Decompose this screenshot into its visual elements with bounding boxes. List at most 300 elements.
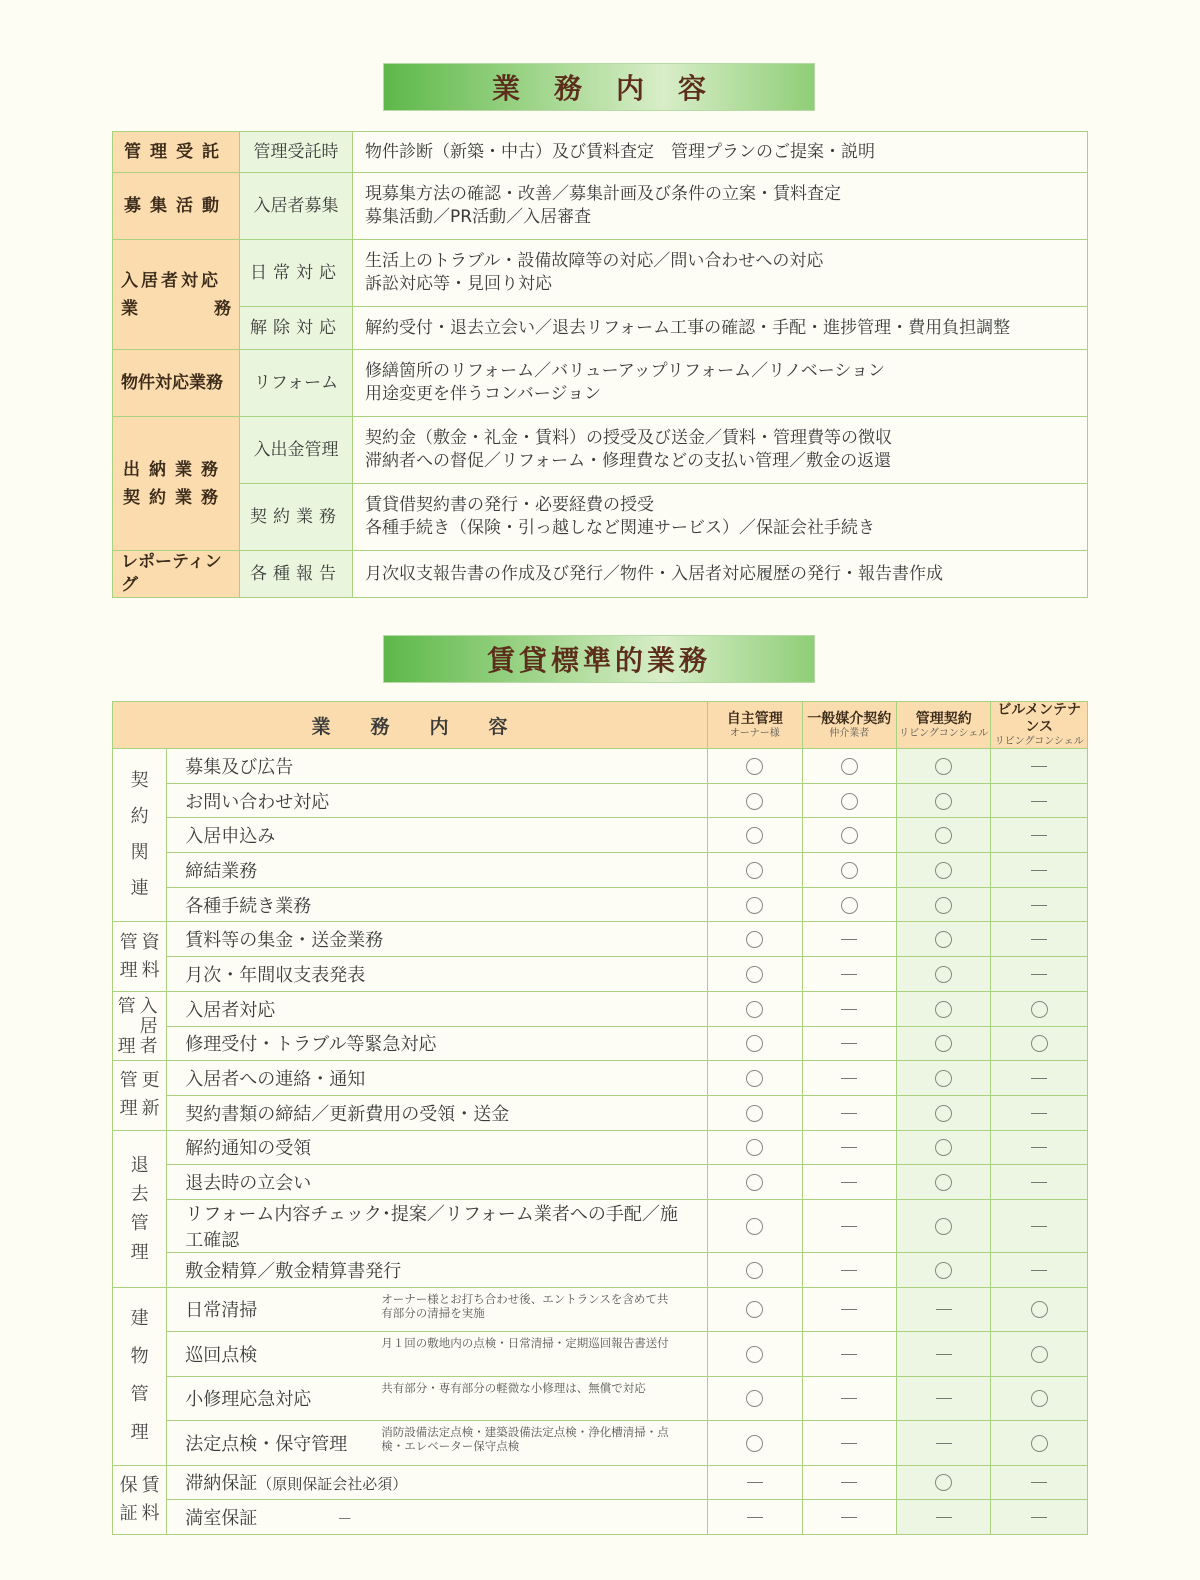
header-col-1: 自主管理 オーナー様 [708, 702, 802, 749]
description-line: 訴訟対応等・見回り対応 [365, 274, 552, 294]
header-main: 業務内容 [113, 702, 708, 749]
mark-cell [802, 783, 896, 818]
group-char: 者 [139, 1036, 158, 1057]
group-char: 料 [141, 959, 160, 981]
subcategory-label: 日常対応 [250, 262, 342, 283]
section-title: 業務内容 [491, 72, 740, 105]
standard-duties-table [112, 701, 1088, 1535]
duty-row [113, 1332, 1088, 1377]
group-char: 理 [130, 1241, 149, 1263]
category-label: 出納業務 [123, 459, 227, 480]
duty-row [113, 1252, 1088, 1287]
circle-mark-icon [935, 758, 952, 775]
header-col-4: ビルメンテナンス リビングコンシェル [991, 702, 1088, 749]
duty-item-cell [167, 1199, 708, 1252]
mark-cell [802, 818, 896, 853]
category-cell [113, 417, 240, 551]
group-char: 理 [117, 1036, 136, 1057]
duty-item-cell [167, 1165, 708, 1200]
content-row [113, 551, 1088, 598]
group-char: 連 [130, 878, 149, 900]
circle-mark-icon [841, 758, 858, 775]
dash-mark-icon [841, 1182, 857, 1183]
dash-mark-icon [1031, 1078, 1047, 1079]
content-row [113, 307, 1088, 350]
duty-row [113, 1421, 1088, 1466]
duty-item-name: 巡回点検 [185, 1344, 258, 1366]
mark-cell [896, 1287, 990, 1332]
circle-mark-icon [746, 1174, 763, 1191]
mark-cell [991, 1199, 1088, 1252]
header-col-3: 管理契約 リビングコンシェル [896, 702, 990, 749]
group-char: 証 [119, 1502, 138, 1524]
circle-mark-icon [935, 931, 952, 948]
dash-mark-icon [1031, 1226, 1047, 1227]
group-char: 理 [130, 1422, 149, 1444]
subcategory-label: リフォーム [253, 372, 339, 393]
mark-cell [991, 1421, 1088, 1466]
group-label-cell [113, 1287, 167, 1465]
description-line: 月次収支報告書の作成及び発行／物件・入居者対応履歴の発行・報告書作成 [365, 563, 943, 584]
subcategory-label: 入出金管理 [253, 439, 339, 460]
dash-mark-icon [747, 1482, 763, 1483]
duty-item-name: 入居者への連絡・通知 [185, 1069, 366, 1091]
duty-item-name: 小修理応急対応 [185, 1389, 312, 1411]
mark-cell [802, 991, 896, 1026]
mark-cell [896, 1376, 990, 1421]
mark-cell [708, 1061, 802, 1096]
mark-cell [708, 957, 802, 992]
dash-mark-icon [936, 1398, 952, 1399]
duty-item-sub: （原則保証会社必須） [257, 1475, 408, 1494]
subcategory-label: 解除対応 [250, 317, 342, 338]
group-char: 管 [119, 931, 138, 953]
category-label: 物件対応業務 [121, 372, 223, 393]
subcategory-cell [240, 551, 353, 598]
group-char: 契 [130, 770, 149, 792]
circle-mark-icon [935, 1139, 952, 1156]
mark-cell [896, 1500, 990, 1535]
dash-mark-icon [1031, 905, 1047, 906]
dash-mark-icon [841, 1147, 857, 1148]
duty-row [113, 957, 1088, 992]
mark-cell [991, 818, 1088, 853]
section-title-2: 賃貸標準的業務 [486, 644, 711, 677]
category-label: 募集活動 [124, 195, 228, 216]
dash-mark-icon [841, 1482, 857, 1483]
mark-cell [802, 749, 896, 784]
duty-item-name: 満室保証 [185, 1508, 258, 1530]
group-char: 賃 [141, 1474, 160, 1496]
mark-cell [802, 1026, 896, 1061]
mark-cell [896, 1252, 990, 1287]
dash-mark-icon [1031, 835, 1047, 836]
subcategory-label: 各種報告 [250, 563, 342, 584]
subcategory-label: 入居者募集 [253, 195, 339, 216]
duty-item-name: 退去時の立会い [185, 1173, 312, 1195]
mark-cell [896, 853, 990, 888]
mark-cell [708, 749, 802, 784]
mark-cell [802, 1252, 896, 1287]
duty-item-name: 月次・年間収支表発表 [185, 964, 366, 986]
circle-mark-icon [746, 758, 763, 775]
description-cell [353, 551, 1088, 598]
content-row [113, 484, 1088, 551]
mark-cell [896, 783, 990, 818]
duty-item-cell [167, 1026, 708, 1061]
mark-cell [896, 1026, 990, 1061]
mark-cell [802, 1421, 896, 1466]
mark-cell [991, 1095, 1088, 1130]
mark-cell [708, 783, 802, 818]
dash-mark-icon [1031, 1147, 1047, 1148]
group-label [118, 929, 162, 985]
group-label [118, 995, 162, 1057]
duty-item-cell [167, 1421, 708, 1466]
group-label-cell [113, 1130, 167, 1287]
mark-cell [896, 1332, 990, 1377]
mark-cell [802, 1199, 896, 1252]
circle-mark-icon [1031, 1346, 1048, 1363]
description-line: 募集活動／PR活動／入居審査 [365, 207, 592, 227]
duty-row [113, 1376, 1088, 1421]
category-char: 務 [214, 298, 231, 319]
duty-item-name: 滞納保証 [185, 1473, 258, 1495]
category-cell [113, 240, 240, 350]
group-char: 管 [130, 1212, 149, 1234]
mark-cell [802, 853, 896, 888]
circle-mark-icon [746, 1105, 763, 1122]
dash-mark-icon [841, 939, 857, 940]
mark-cell [802, 1465, 896, 1500]
dash-mark-icon [1031, 1113, 1047, 1114]
mark-cell [991, 853, 1088, 888]
mark-cell [896, 1199, 990, 1252]
circle-mark-icon [841, 897, 858, 914]
description-line: 修繕箇所のリフォーム／バリューアップリフォーム／リノベーション [365, 361, 886, 381]
group-label-cell [113, 1465, 167, 1534]
mark-cell [708, 818, 802, 853]
category-label-2 [121, 295, 231, 323]
header-col-2: 一般媒介契約 仲介業者 [802, 702, 896, 749]
duty-row [113, 922, 1088, 957]
mark-cell [896, 1130, 990, 1165]
mark-cell [896, 957, 990, 992]
dash-mark-icon [936, 1354, 952, 1355]
mark-cell [802, 1165, 896, 1200]
mark-cell [896, 1095, 990, 1130]
mark-cell [991, 887, 1088, 922]
dash-mark-icon [841, 1009, 857, 1010]
mark-cell [708, 1500, 802, 1535]
mark-cell [708, 922, 802, 957]
circle-mark-icon [746, 1139, 763, 1156]
section-title-banner-2 [383, 635, 815, 683]
duty-row [113, 818, 1088, 853]
circle-mark-icon [746, 1070, 763, 1087]
duty-item-name: 敷金精算／敷金精算書発行 [185, 1260, 402, 1282]
duty-row [113, 749, 1088, 784]
category-char: 業 [121, 298, 138, 319]
dash-mark-icon [936, 1309, 952, 1310]
dash-mark-icon [841, 974, 857, 975]
description-cell [353, 307, 1088, 350]
duty-item-cell [167, 1332, 708, 1377]
category-label-2: 契約業務 [123, 487, 227, 508]
content-row [113, 173, 1088, 240]
mark-cell [991, 1500, 1088, 1535]
mark-cell [708, 1376, 802, 1421]
dash-mark-icon [841, 1354, 857, 1355]
mark-cell [991, 1061, 1088, 1096]
circle-mark-icon [1031, 1035, 1048, 1052]
dash-mark-icon [936, 1517, 952, 1518]
duty-item-cell [167, 1287, 708, 1332]
circle-mark-icon [746, 1390, 763, 1407]
subcategory-label: 管理受託時 [253, 141, 339, 162]
group-label-cell [113, 922, 167, 991]
duty-item-cell [167, 887, 708, 922]
group-label-cell [113, 749, 167, 922]
duty-item-note: オーナー様とお打ち合わせ後、エントランスを含めて共有部分の清掃を実施 [381, 1291, 669, 1320]
group-label [113, 763, 166, 907]
mark-cell [708, 1421, 802, 1466]
category-cell [113, 350, 240, 417]
mark-cell [802, 1332, 896, 1377]
duty-row [113, 1199, 1088, 1252]
circle-mark-icon [935, 1474, 952, 1491]
mark-cell [896, 1421, 990, 1466]
category-cell [113, 551, 240, 598]
duty-item-cell [167, 1500, 708, 1535]
mark-cell [802, 1500, 896, 1535]
dash-mark-icon [936, 1443, 952, 1444]
category-label: レポーティング [121, 552, 222, 595]
category-cell [113, 132, 240, 173]
description-cell [353, 173, 1088, 240]
description-line: 物件診断（新築・中古）及び賃料査定 管理プランのご提案・説明 [365, 141, 875, 162]
dash-mark-icon [841, 1309, 857, 1310]
description-line: 賃貸借契約書の発行・必要経費の授受 [365, 495, 654, 515]
mark-cell [802, 887, 896, 922]
group-char: 管 [117, 996, 136, 1017]
mark-cell [991, 1332, 1088, 1377]
duty-item-sub: － [337, 1510, 353, 1529]
duty-row [113, 1287, 1088, 1332]
duty-item-cell [167, 1095, 708, 1130]
mark-cell [708, 1465, 802, 1500]
duty-row [113, 783, 1088, 818]
circle-mark-icon [746, 931, 763, 948]
mark-cell [802, 1376, 896, 1421]
group-char: 退 [130, 1154, 149, 1176]
duty-item-note: 共有部分・専有部分の軽微な小修理は、無償で対応 [381, 1380, 646, 1395]
mark-cell [991, 1026, 1088, 1061]
circle-mark-icon [935, 862, 952, 879]
mark-cell [991, 1376, 1088, 1421]
mark-cell [991, 991, 1088, 1026]
circle-mark-icon [935, 1218, 952, 1235]
mark-cell [991, 1287, 1088, 1332]
mark-cell [708, 1199, 802, 1252]
duty-item-cell [167, 991, 708, 1026]
mark-cell [991, 1165, 1088, 1200]
group-char: 関 [130, 842, 149, 864]
circle-mark-icon [935, 897, 952, 914]
circle-mark-icon [935, 1035, 952, 1052]
dash-mark-icon [1031, 801, 1047, 802]
business-content-table [112, 131, 1088, 598]
group-label [113, 1300, 166, 1452]
group-char: 居 [139, 1016, 158, 1037]
mark-cell [896, 818, 990, 853]
duty-item-name: 入居者対応 [185, 999, 276, 1021]
mark-cell [708, 887, 802, 922]
duty-item-name: 解約通知の受領 [185, 1138, 312, 1160]
section-title-banner [383, 63, 815, 111]
circle-mark-icon [935, 793, 952, 810]
dash-mark-icon [1031, 870, 1047, 871]
dash-mark-icon [841, 1043, 857, 1044]
category-cell [113, 173, 240, 240]
group-char: 保 [119, 1474, 138, 1496]
group-char: 去 [130, 1183, 149, 1205]
circle-mark-icon [746, 1001, 763, 1018]
circle-mark-icon [1031, 1301, 1048, 1318]
duty-item-note: 消防設備法定点検・建築設備法定点検・浄化槽清掃・点検・エレベーター保守点検 [381, 1425, 669, 1454]
duty-row [113, 853, 1088, 888]
mark-cell [991, 1465, 1088, 1500]
group-label [113, 1151, 166, 1267]
mark-cell [708, 1130, 802, 1165]
content-row [113, 132, 1088, 173]
circle-mark-icon [746, 1262, 763, 1279]
duty-row [113, 1130, 1088, 1165]
dash-mark-icon [841, 1270, 857, 1271]
circle-mark-icon [935, 1105, 952, 1122]
mark-cell [802, 1095, 896, 1130]
duty-item-cell [167, 1376, 708, 1421]
group-char: 更 [141, 1070, 160, 1092]
group-char: 管 [130, 1384, 149, 1406]
duty-item-name: 募集及び広告 [185, 756, 294, 778]
duty-row [113, 1500, 1088, 1535]
duty-item-name: 日常清掃 [185, 1300, 258, 1322]
description-line: 用途変更を伴うコンバージョン [365, 384, 602, 404]
circle-mark-icon [935, 1001, 952, 1018]
circle-mark-icon [935, 1070, 952, 1087]
duty-item-cell [167, 957, 708, 992]
description-cell [353, 484, 1088, 551]
mark-cell [896, 1061, 990, 1096]
duty-row [113, 1165, 1088, 1200]
duty-item-cell [167, 853, 708, 888]
description-cell [353, 417, 1088, 484]
group-label-cell [113, 1061, 167, 1130]
subcategory-cell [240, 173, 353, 240]
group-char: 約 [130, 806, 149, 828]
description-line: 各種手続き（保険・引っ越しなど関連サービス）／保証会社手続き [365, 518, 875, 538]
mark-cell [896, 1465, 990, 1500]
circle-mark-icon [746, 1218, 763, 1235]
dash-mark-icon [1031, 1182, 1047, 1183]
dash-mark-icon [747, 1517, 763, 1518]
description-cell [353, 350, 1088, 417]
group-label-cell [113, 991, 167, 1060]
duty-item-cell [167, 1465, 708, 1500]
description-cell [353, 132, 1088, 173]
duty-row [113, 1095, 1088, 1130]
content-row [113, 417, 1088, 484]
category-label: 入居者対応 [121, 270, 221, 291]
mark-cell [708, 853, 802, 888]
mark-cell [991, 783, 1088, 818]
circle-mark-icon [746, 1035, 763, 1052]
dash-mark-icon [841, 1078, 857, 1079]
group-char: 入 [139, 996, 158, 1017]
dash-mark-icon [841, 1443, 857, 1444]
duty-item-cell [167, 1130, 708, 1165]
mark-cell [991, 749, 1088, 784]
duty-item-cell [167, 818, 708, 853]
category-label: 管理受託 [124, 141, 228, 162]
duty-item-name: リフォーム内容チェック･提案／リフォーム業者への手配／施工確認 [185, 1203, 678, 1251]
description-line: 滞納者への督促／リフォーム・修理費などの支払い管理／敷金の返還 [365, 451, 892, 471]
circle-mark-icon [1031, 1435, 1048, 1452]
group-label [118, 1067, 162, 1123]
circle-mark-icon [935, 1262, 952, 1279]
mark-cell [802, 957, 896, 992]
subcategory-cell [240, 307, 353, 350]
content-row [113, 350, 1088, 417]
circle-mark-icon [841, 862, 858, 879]
mark-cell [991, 957, 1088, 992]
subcategory-cell [240, 240, 353, 307]
description-line: 現募集方法の確認・改善／募集計画及び条件の立案・賃料査定 [365, 184, 841, 204]
circle-mark-icon [746, 827, 763, 844]
duty-item-name: 賃料等の集金・送金業務 [185, 930, 384, 952]
circle-mark-icon [935, 966, 952, 983]
mark-cell [991, 1130, 1088, 1165]
group-char: 資 [141, 931, 160, 953]
circle-mark-icon [746, 793, 763, 810]
dash-mark-icon [841, 1226, 857, 1227]
circle-mark-icon [746, 897, 763, 914]
duty-item-name: 修理受付・トラブル等緊急対応 [185, 1034, 437, 1056]
dash-mark-icon [1031, 974, 1047, 975]
mark-cell [896, 1165, 990, 1200]
dash-mark-icon [1031, 1482, 1047, 1483]
circle-mark-icon [841, 827, 858, 844]
mark-cell [802, 1061, 896, 1096]
circle-mark-icon [746, 862, 763, 879]
mark-cell [802, 1287, 896, 1332]
subcategory-cell [240, 417, 353, 484]
group-char: 物 [130, 1346, 149, 1368]
circle-mark-icon [935, 1174, 952, 1191]
dash-mark-icon [1031, 766, 1047, 767]
dash-mark-icon [1031, 939, 1047, 940]
mark-cell [802, 1130, 896, 1165]
circle-mark-icon [1031, 1390, 1048, 1407]
description-line: 解約受付・退去立会い／退去リフォーム工事の確認・手配・進捗管理・費用負担調整 [365, 317, 1011, 338]
duty-item-note: 月１回の敷地内の点検・日常清掃・定期巡回報告書送付 [381, 1336, 669, 1351]
circle-mark-icon [1031, 1001, 1048, 1018]
duty-row [113, 1465, 1088, 1500]
duty-item-cell [167, 922, 708, 957]
circle-mark-icon [746, 1346, 763, 1363]
duty-item-cell [167, 783, 708, 818]
